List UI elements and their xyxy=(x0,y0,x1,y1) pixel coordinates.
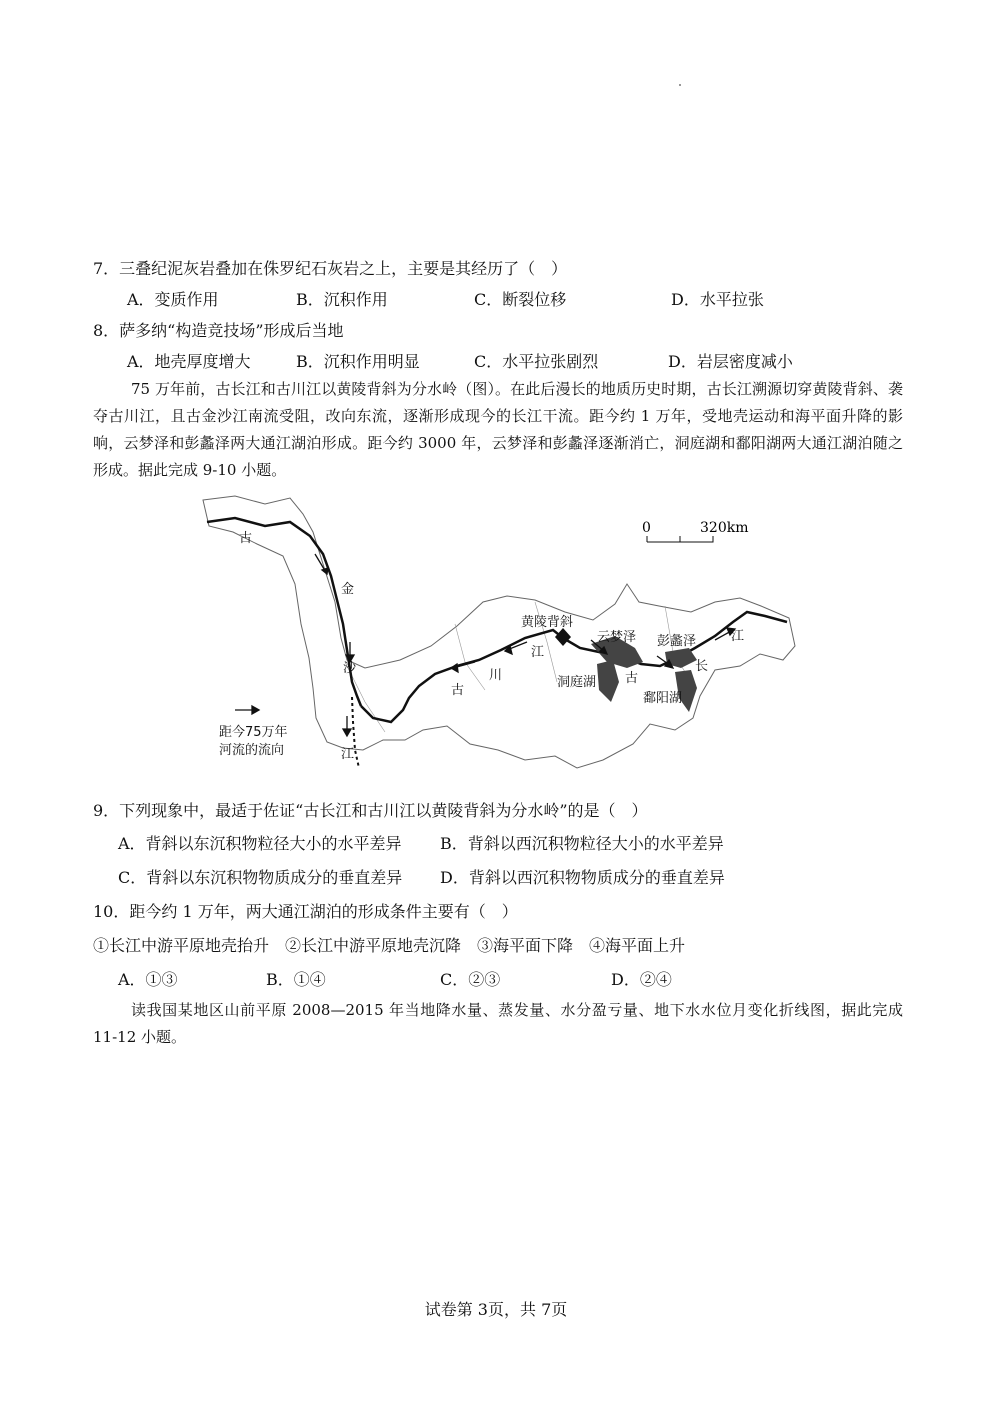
q10-conditions: ①长江中游平原地壳抬升 ②长江中游平原地壳沉降 ③海平面下降 ④海平面上升 xyxy=(93,936,686,955)
legend-line-2: 河流的流向 xyxy=(219,743,285,758)
dongting-lake-shape xyxy=(597,660,619,702)
q10-option-b: B．①④ xyxy=(266,970,326,989)
legend-line-1: 距今75万年 xyxy=(219,725,288,740)
label-chuan: 川 xyxy=(489,668,503,683)
scale-zero: 0 xyxy=(642,520,651,536)
scale-label: 320km xyxy=(700,520,749,536)
q8-option-c: C．水平拉张剧烈 xyxy=(474,352,599,371)
ancient-chuan-river xyxy=(361,630,563,722)
tributary-lines xyxy=(345,602,691,732)
label-dongting: 洞庭湖 xyxy=(557,675,597,690)
label-gu-west: 古 xyxy=(239,531,253,546)
q10-option-a: A．①③ xyxy=(118,970,178,989)
passage-yangtze-text: 75 万年前，古长江和古川江以黄陵背斜为分水岭（图）。在此后漫长的地质历史时期，古长江溯源切穿黄陵背斜、袭夺古川江，且古金沙江南流受阻，改向东流，逐渐形成现今的长江干流。距今约 1 万年，受地壳运动和海平面升降的影响，云梦泽和彭蠡泽两大通江湖泊形成。距今约 3000 年，云梦泽和彭蠡泽逐渐消亡，洞庭湖和鄱阳湖两大通江湖泊随之形成。据此完成 9-10 小题。 xyxy=(93,380,903,479)
q9-option-d: D．背斜以西沉积物物质成分的垂直差异 xyxy=(440,868,725,887)
q7-stem: 7．三叠纪泥灰岩叠加在侏罗纪石灰岩之上，主要是其经历了（ ） xyxy=(93,259,568,278)
yangtze-river-map xyxy=(195,492,810,782)
q7-option-d: D．水平拉张 xyxy=(671,290,764,309)
huangling-anticline-marker xyxy=(555,628,571,646)
page-footer: 试卷第 3页，共 7页 xyxy=(424,1300,568,1319)
label-chang: 长 xyxy=(695,659,709,674)
q9-option-b: B．背斜以西沉积物粒径大小的水平差异 xyxy=(440,834,724,853)
label-yunmeng: 云梦泽 xyxy=(597,630,637,645)
label-jin: 金 xyxy=(341,582,355,597)
scan-speck xyxy=(679,84,681,86)
q8-stem: 8．萨多纳“构造竞技场”形成后当地 xyxy=(93,321,344,340)
label-jiang-mid: 江 xyxy=(531,645,545,660)
label-jiang-south: 江 xyxy=(341,747,355,762)
q9-option-a: A．背斜以东沉积物粒径大小的水平差异 xyxy=(118,834,402,853)
q7-option-a: A．变质作用 xyxy=(127,290,219,309)
label-huangling: 黄陵背斜 xyxy=(521,615,574,630)
q10-stem: 10．距今约 1 万年，两大通江湖泊的形成条件主要有（ ） xyxy=(93,902,518,921)
label-jiang-east: 江 xyxy=(731,629,745,644)
passage-plain xyxy=(93,997,903,1051)
label-pengli: 彭蠡泽 xyxy=(657,634,697,649)
q7-option-b: B．沉积作用 xyxy=(296,290,388,309)
q8-option-d: D．岩层密度减小 xyxy=(668,352,793,371)
q9-stem: 9．下列现象中，最适于佐证“古长江和古川江以黄陵背斜为分水岭”的是（ ） xyxy=(93,801,648,820)
q9-option-c: C．背斜以东沉积物物质成分的垂直差异 xyxy=(118,868,403,887)
label-gu-east: 古 xyxy=(625,671,639,686)
passage-plain-text: 读我国某地区山前平原 2008—2015 年当地降水量、蒸发量、水分盈亏量、地下水水位月变化折线图，据此完成 11-12 小题。 xyxy=(93,1001,903,1046)
legend-arrow xyxy=(235,706,259,714)
label-gu-mid: 古 xyxy=(451,683,465,698)
q8-option-b: B．沉积作用明显 xyxy=(296,352,420,371)
label-sha: 沙 xyxy=(343,661,357,676)
q10-option-c: C．②③ xyxy=(440,970,501,989)
ancient-jinsha-river xyxy=(207,518,361,706)
scale-bar xyxy=(647,536,713,542)
label-poyang: 鄱阳湖 xyxy=(643,691,683,706)
q10-option-d: D．②④ xyxy=(611,970,672,989)
q7-option-c: C．断裂位移 xyxy=(474,290,567,309)
basin-boundary xyxy=(203,496,795,768)
q8-option-a: A．地壳厚度增大 xyxy=(127,352,251,371)
passage-yangtze xyxy=(93,376,903,484)
